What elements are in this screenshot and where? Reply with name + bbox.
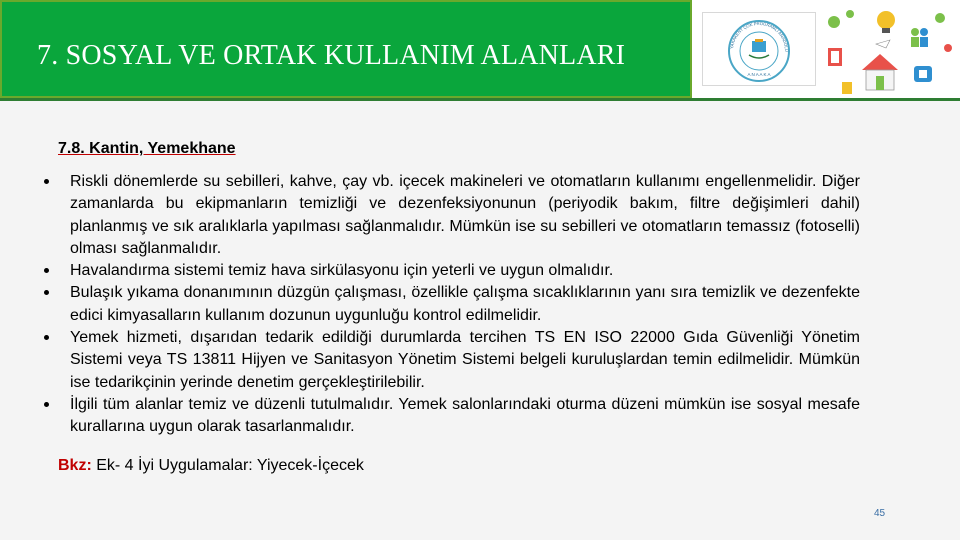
bullet-text: Riskli dönemlerde su sebilleri, kahve, çay vb. içecek makineleri ve otomatların kullanımı engellenmelidir. Diğer zamanlarda bu ekipmanların temizliği ve dezenfeksiyonunun (periyodik bakım, filtre değişimleri dahil) planlanmış ve sık aralıklarla yapılması sağlanmalıdır. Mümkün ise su sebilleri ve otomatların temassız (fotoselli) olması sağlanmalıdır. bbox=[70, 173, 860, 257]
svg-text:YAKAKENT ÇOK PROGRAMLI ANADOLU: YAKAKENT ÇOK PROGRAMLI ANADOLU bbox=[729, 20, 790, 52]
school-logo bbox=[702, 12, 816, 86]
title-banner bbox=[0, 0, 692, 98]
bullet-dot bbox=[44, 402, 49, 407]
lightbulb-icon bbox=[877, 11, 895, 33]
page-number: 45 bbox=[874, 508, 886, 519]
airplane-icon bbox=[876, 40, 890, 48]
bullet-dot bbox=[44, 179, 49, 184]
page-title: 7. SOSYAL VE ORTAK KULLANIM ALANLARI bbox=[37, 40, 626, 71]
bullet-text: Havalandırma sistemi temiz hava sirkülasyonu için yeterli ve uygun olmalıdır. bbox=[70, 262, 614, 280]
bullet-item bbox=[44, 327, 860, 394]
bullet-item bbox=[44, 260, 860, 282]
bullet-dot bbox=[44, 335, 49, 340]
bullet-item bbox=[44, 282, 860, 327]
bullet-text: Bulaşık yıkama donanımının düzgün çalışması, özellikle çalışma sıcaklıklarının yanı sıra temizlik ve dezenfekte edici kimyasalların kullanım dozunun uygunluğu kontrol edilmelidir. bbox=[70, 284, 860, 324]
house-icon bbox=[862, 54, 898, 90]
reference-note bbox=[58, 457, 364, 475]
reference-text: Ek- 4 İyi Uygulamalar: Yiyecek-İçecek bbox=[91, 457, 364, 474]
reference-label: Bkz: bbox=[58, 457, 92, 474]
bullet-item bbox=[44, 171, 860, 260]
trophy-icon bbox=[842, 82, 852, 94]
bullet-dot bbox=[44, 268, 49, 273]
people-icon bbox=[911, 28, 928, 47]
education-icons-cluster bbox=[820, 4, 960, 98]
bullet-text: Yemek hizmeti, dışarıdan tedarik edildiği durumlarda tercihen TS EN ISO 22000 Gıda Güvenliği Yönetim Sistemi veya TS 13811 Hijyen ve Sanitasyon Yönetim Sistemi belgeli kuruluşlardan temin edilmelidir. Mümkün ise tedarikçinin yerinde denetim gerçekleştirilebilir. bbox=[70, 329, 860, 391]
svg-text:A N A A K A: A N A A K A bbox=[747, 72, 771, 77]
bag-icon bbox=[914, 66, 932, 82]
header-bar bbox=[0, 0, 960, 100]
bullet-item bbox=[44, 394, 860, 439]
book-icon bbox=[828, 48, 842, 66]
bullet-list bbox=[44, 171, 860, 439]
bullet-text: İlgili tüm alanlar temiz ve düzenli tutulmalıdır. Yemek salonlarındaki oturma düzeni mümkün ise sosyal mesafe kurallarına uygun olarak tasarlanmalıdır. bbox=[70, 395, 860, 436]
slide-content bbox=[0, 101, 960, 540]
section-heading: 7.8. Kantin, Yemekhane bbox=[58, 140, 236, 157]
bullet-dot bbox=[44, 290, 49, 295]
